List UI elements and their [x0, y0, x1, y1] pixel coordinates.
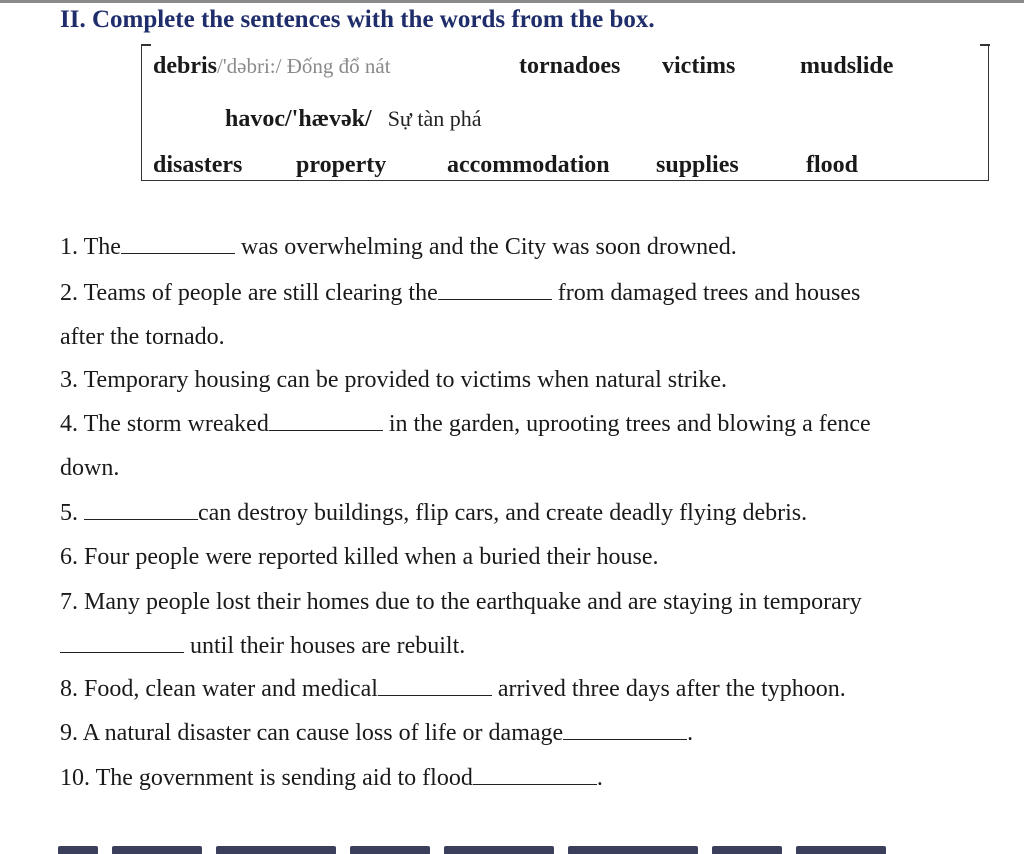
sentence-4	[60, 411, 871, 438]
word-debris-ipa: /'dəbri:/ Đống đổ nát	[217, 54, 391, 78]
sentence-1-start: 1. The	[60, 234, 121, 260]
sentence-10-start: 10. The government is sending aid to flood	[60, 765, 473, 791]
sentence-2-start: 2. Teams of people are still clearing the	[60, 280, 438, 306]
word-mudslide: mudslide	[800, 53, 894, 79]
sentence-10-end: .	[596, 765, 603, 791]
sentence-1-end: was overwhelming and the City was soon drowned.	[240, 234, 737, 260]
sentence-5-end: can destroy buildings, flip cars, and create deadly flying debris.	[198, 500, 808, 526]
sentence-3: 3. Temporary housing can be provided to victims when natural strike.	[60, 367, 728, 393]
sentence-4-end: in the garden, uprooting trees and blowing a fence	[388, 411, 871, 437]
word-debris	[153, 53, 391, 80]
answer-blank-10[interactable]	[473, 766, 597, 785]
sentence-9-start: 9. A natural disaster can cause loss of life or damage	[60, 720, 564, 746]
word-flood: flood	[806, 152, 859, 178]
answer-blank-5[interactable]	[84, 501, 198, 520]
word-victims: victims	[662, 53, 736, 79]
answer-blank-9[interactable]	[563, 721, 687, 740]
word-accommodation: accommodation	[447, 152, 610, 178]
sentence-7-end: until their houses are rebuilt.	[190, 633, 466, 659]
sentence-2	[60, 280, 860, 307]
sentence-10	[60, 765, 603, 792]
sentence-8	[60, 676, 846, 703]
sentence-9	[60, 720, 693, 747]
answer-blank-2[interactable]	[438, 281, 552, 300]
sentence-5	[60, 500, 807, 527]
sentence-8-end: arrived three days after the typhoon.	[497, 676, 846, 702]
word-supplies: supplies	[656, 152, 739, 178]
word-disasters: disasters	[153, 152, 243, 178]
word-havoc-label: havoc/'hævək/	[225, 106, 372, 132]
answer-blank-1[interactable]	[121, 235, 235, 254]
sentence-6: 6. Four people were reported killed when a buried their house.	[60, 544, 659, 570]
section-title: II. Complete the sentences with the words from the box.	[60, 6, 655, 33]
top-rule	[0, 0, 1024, 3]
answer-blank-8[interactable]	[378, 677, 492, 696]
word-debris-label: debris	[153, 53, 218, 79]
answer-blank-7[interactable]	[60, 634, 184, 653]
sentence-8-start: 8. Food, clean water and medical	[60, 676, 378, 702]
sentence-9-end: .	[687, 720, 694, 746]
answer-blank-4[interactable]	[269, 412, 383, 431]
sentence-2-end: from damaged trees and houses	[557, 280, 861, 306]
word-tornadoes: tornadoes	[519, 53, 621, 79]
word-property: property	[296, 152, 387, 178]
sentence-7: 7. Many people lost their homes due to the earthquake and are staying in temporary	[60, 589, 862, 615]
word-havoc	[225, 106, 482, 133]
sentence-1	[60, 234, 737, 261]
sentence-4-start: 4. The storm wreaked	[60, 411, 269, 437]
cut-off-next-section-heading	[58, 842, 918, 854]
sentence-2-continuation: after the tornado.	[60, 324, 225, 350]
sentence-5-start: 5.	[60, 500, 78, 526]
sentence-7-continuation	[60, 633, 465, 660]
sentence-4-continuation: down.	[60, 455, 120, 481]
word-havoc-meaning: Sự tàn phá	[387, 106, 482, 131]
